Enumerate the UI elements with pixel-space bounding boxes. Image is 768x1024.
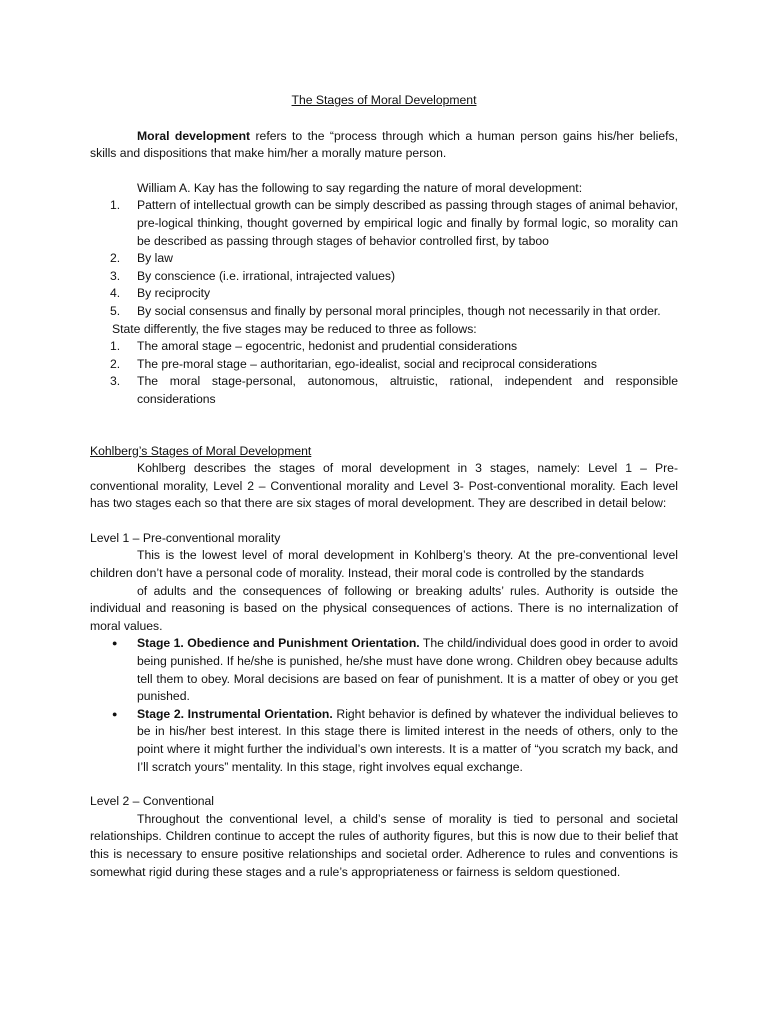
stage-text: Right behavior is defined by whatever the individual believes to be in his/her best interest. In this stage there is limited interest in the needs of others, only to the point where it might further the individual’s own interests. It is a matter of “you scratch my back, and I’ll scratch yours” mentality. In this stage, right involves equal exchange. [137,706,678,774]
list-number: 5. [110,303,121,318]
list-number: 1. [110,339,121,354]
level1-text-b: of adults and the consequences of following or breaking adults’ rules. Authority is outside the individual and reasoning is based on the physical consequences of actions. There is no internalization of moral values. [90,583,678,633]
level2-paragraph: Throughout the conventional level, a child’s sense of morality is tied to personal and societal relationships. Children continue to accept the rules of authority figures, but this is now due to their belief that this is necessary to ensure positive relationships and societal order. Adherence to rules and conventions is somewhat rigid during these stages and a rule’s appropriateness or fairness is seldom questioned. [90,811,678,879]
intro-term: Moral development [137,128,251,143]
list-number: 3. [110,374,121,389]
list-number: 3. [110,268,121,283]
bullet-icon: ● [112,638,118,649]
list-text: The pre-moral stage – authoritarian, ego-idealist, social and reciprocal considerations [137,356,597,371]
list-item [90,635,678,705]
intro-paragraph [90,128,678,163]
reduced-intro: State differently, the five stages may be reduced to three as follows: [112,321,477,336]
stage-title: Stage 2. Instrumental Orientation. [137,706,333,721]
kohlberg-heading: Kohlberg’s Stages of Moral Development [90,443,312,458]
list-number: 1. [110,198,121,213]
list-item [90,356,678,374]
kohlberg-paragraph: Kohlberg describes the stages of moral development in 3 stages, namely: Level 1 – Pre-conventional morality, Level 2 – Conventional morality and Level 3- Post-conventional morality. Each level has two stages each so that there are six stages of moral development. They are described in detail below: [90,461,678,511]
list-item [90,706,678,776]
list-item [90,303,678,321]
list-text: The moral stage-personal, autonomous, altruistic, rational, independent and responsible considerations [137,374,678,406]
bullet-icon: ● [112,708,118,719]
level1-stage-list [90,635,678,776]
list-text: By law [137,251,173,266]
level1-paragraph-a: This is the lowest level of moral development in Kohlberg’s theory. At the pre-conventional level children don’t have a personal code of morality. Instead, their moral code is controlled by the standards [90,548,678,581]
list-text: Pattern of intellectual growth can be simply described as passing through stages of animal behavior, pre-logical thinking, thought governed by empirical logic and finally by formal logic, so morality can be described as passing through stages of behavior controlled first, by taboo [137,198,678,248]
page-title: The Stages of Moral Development [291,93,477,107]
reduced-list [90,338,678,408]
list-item [90,197,678,250]
list-text: By social consensus and finally by personal moral principles, though not necessarily in that order. [137,303,661,318]
stage-title: Stage 1. Obedience and Punishment Orientation. [137,636,420,651]
intro-text: refers to the “process through which a human person gains his/her beliefs, skills and dispositions that make him/her a morally mature person. [90,128,678,161]
level1-heading: Level 1 – Pre-conventional morality [90,530,281,545]
list-number: 2. [110,356,121,371]
kay-list [90,197,678,320]
list-item [90,285,678,303]
list-item [90,250,678,268]
level2-heading: Level 2 – Conventional [90,794,214,809]
list-number: 2. [110,251,121,266]
list-item [90,338,678,356]
list-text: By reciprocity [137,286,211,301]
list-item [90,373,678,408]
list-text: The amoral stage – egocentric, hedonist and prudential considerations [137,339,518,354]
level1-paragraph-b [90,583,678,636]
kay-intro: William A. Kay has the following to say regarding the nature of moral development: [137,180,583,195]
list-number: 4. [110,286,121,301]
stage-text: The child/individual does good in order to avoid being punished. If he/she is punished, he/she must have done wrong. Children obey because adults tell them to obey. Moral decisions are based on fear of punishment. It is a matter of obey or you get punished. [137,636,678,704]
list-text: By conscience (i.e. irrational, intrajected values) [137,268,396,283]
list-item [90,268,678,286]
